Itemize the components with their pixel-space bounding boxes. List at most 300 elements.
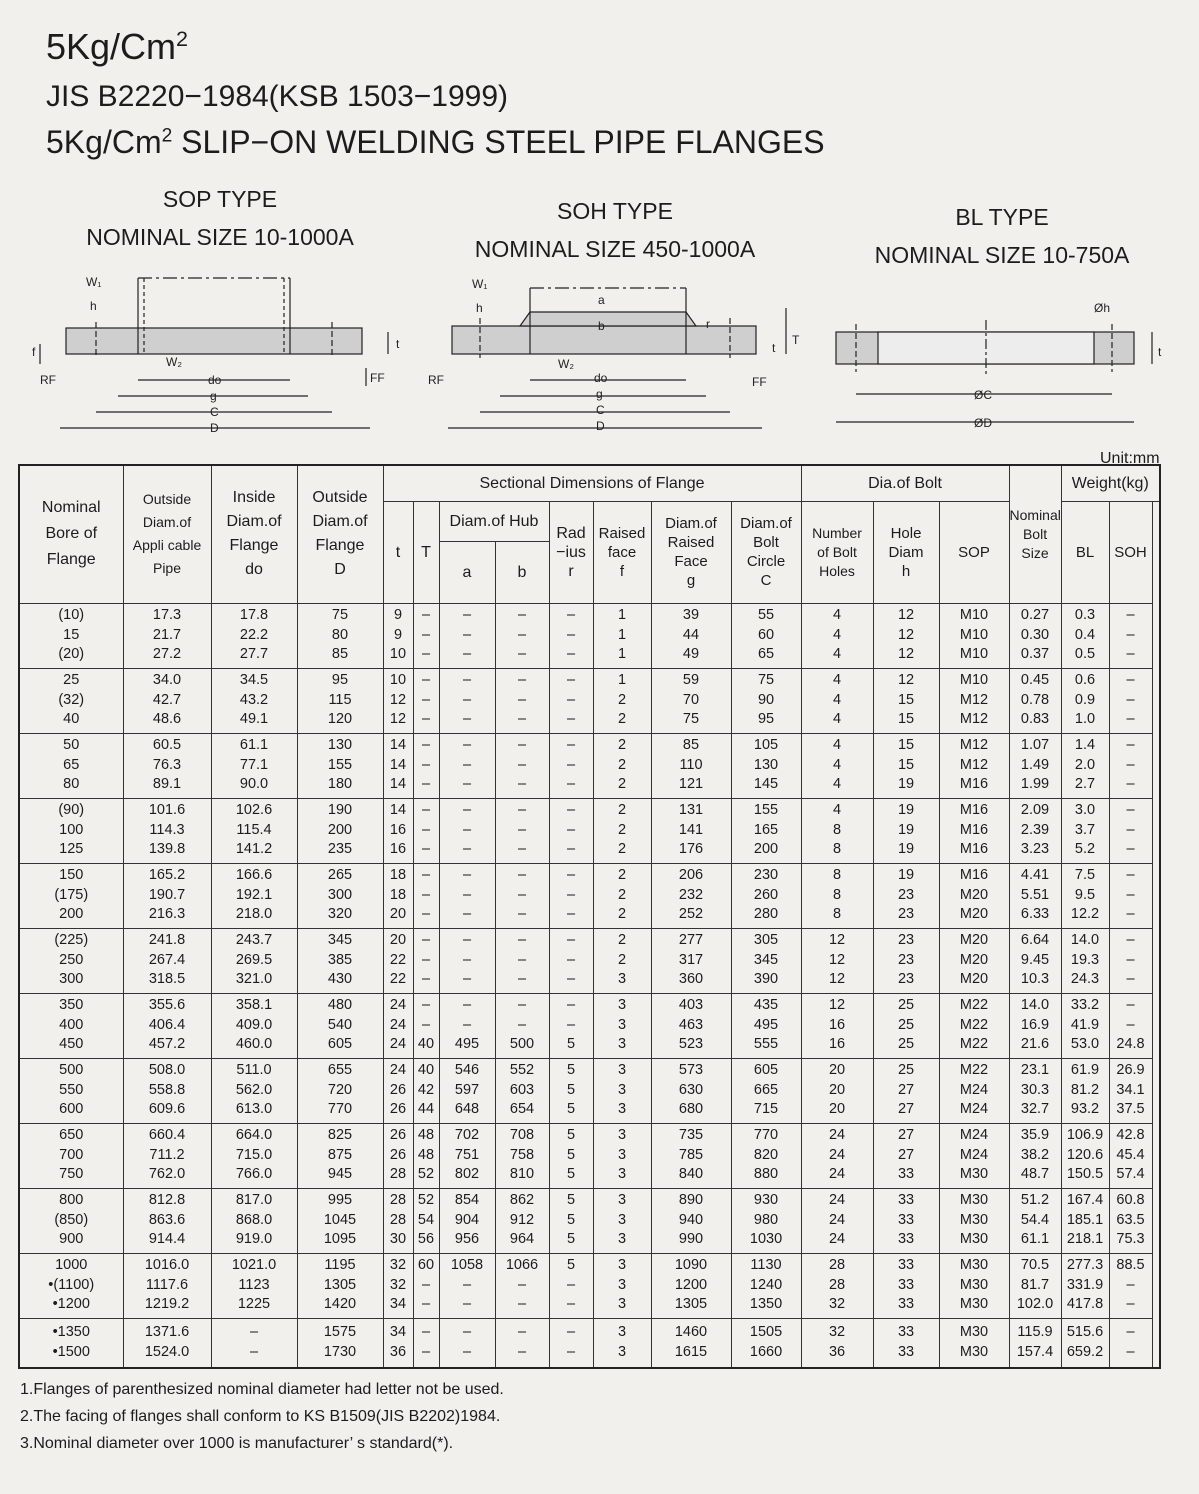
table-cell: 1058 – –	[439, 1253, 495, 1318]
table-cell: 19 19 19	[873, 798, 939, 863]
table-cell: – – –	[1109, 603, 1152, 668]
title-main-pre: 5Kg/Cm	[46, 124, 162, 160]
table-cell: 702 751 802	[439, 1123, 495, 1188]
table-cell: 60.5 76.3 89.1	[123, 733, 211, 798]
table-cell: – – –	[495, 798, 549, 863]
table-cell: – – –	[439, 798, 495, 863]
type-sop	[70, 180, 370, 256]
table-cell: 34 36	[383, 1318, 413, 1368]
table-cell: 825 875 945	[297, 1123, 383, 1188]
flange-drawings	[0, 268, 1199, 438]
table-cell: 23.1 30.3 32.7	[1009, 1058, 1061, 1123]
table-cell: 12 16 16	[801, 993, 873, 1058]
bl-od-label: ØD	[974, 416, 992, 430]
table-cell: 350 400 450	[19, 993, 123, 1058]
table-cell: 3 3 3	[593, 1188, 651, 1253]
sop-c-label: C	[210, 405, 219, 419]
table-row	[19, 733, 1160, 798]
sop-w2-label: W₂	[166, 355, 182, 369]
table-cell: M20 M20 M20	[939, 928, 1009, 993]
table-cell: 1371.6 1524.0	[123, 1318, 211, 1368]
table-cell: 5 5 5	[549, 1123, 593, 1188]
bl-t-label: t	[1158, 345, 1162, 359]
table-cell: 60 – –	[413, 1253, 439, 1318]
table-cell: – – –	[549, 928, 593, 993]
table-cell: 28 28 32	[801, 1253, 873, 1318]
table-cell: 14 16 16	[383, 798, 413, 863]
table-cell: 5 5 5	[549, 1058, 593, 1123]
col-radius: Rad −ius r	[549, 501, 593, 603]
table-cell: – – –	[439, 603, 495, 668]
table-cell: 3 3	[593, 1318, 651, 1368]
title-standard: JIS B2220−1984(KSB 1503−1999)	[46, 80, 509, 113]
table-cell: •1350 •1500	[19, 1318, 123, 1368]
sop-flange-drawing	[32, 275, 400, 435]
table-cell: M30 M30 M30	[939, 1253, 1009, 1318]
table-cell: 2 2 2	[593, 863, 651, 928]
table-cell: 24 24 24	[801, 1188, 873, 1253]
table-cell: 2 2 3	[593, 928, 651, 993]
table-cell: 3 3 3	[593, 1058, 651, 1123]
type-bl	[852, 198, 1152, 274]
table-cell: 12 15 15	[873, 668, 939, 733]
table-cell: 28 28 30	[383, 1188, 413, 1253]
table-cell: 1016.0 1117.6 1219.2	[123, 1253, 211, 1318]
table-cell: 26.9 34.1 37.5	[1109, 1058, 1152, 1123]
table-cell: M22 M22 M22	[939, 993, 1009, 1058]
table-cell: – – 5	[549, 993, 593, 1058]
table-cell: 14 14 14	[383, 733, 413, 798]
table-cell: – – –	[439, 863, 495, 928]
table-cell: 241.8 267.4 318.5	[123, 928, 211, 993]
table-cell: 995 1045 1095	[297, 1188, 383, 1253]
table-cell: 155 165 200	[731, 798, 801, 863]
table-cell: 51.2 54.4 61.1	[1009, 1188, 1061, 1253]
table-cell: 243.7 269.5 321.0	[211, 928, 297, 993]
table-cell: 1195 1305 1420	[297, 1253, 383, 1318]
table-cell: 508.0 558.8 609.6	[123, 1058, 211, 1123]
table-cell: 546 597 648	[439, 1058, 495, 1123]
group-weight: Weight(kg)	[1061, 465, 1160, 501]
table-cell: 33.2 41.9 53.0	[1061, 993, 1109, 1058]
col-big-t: T	[413, 501, 439, 603]
table-cell: 23 23 23	[873, 928, 939, 993]
table-cell: 75 90 95	[731, 668, 801, 733]
table-cell: 40 42 44	[413, 1058, 439, 1123]
table-cell: 4 4 4	[801, 668, 873, 733]
col-hole-diam: Hole Diam h	[873, 501, 939, 603]
table-cell: – – –	[439, 668, 495, 733]
sop-h-label: h	[90, 299, 97, 313]
soh-d-label: D	[596, 419, 605, 433]
table-cell: 102.6 115.4 141.2	[211, 798, 297, 863]
type-sop-range: NOMINAL SIZE 10-1000A	[86, 224, 354, 250]
table-cell: 48 48 52	[413, 1123, 439, 1188]
table-cell: 515.6 659.2	[1061, 1318, 1109, 1368]
table-cell: 19 23 23	[873, 863, 939, 928]
table-cell: 61.1 77.1 90.0	[211, 733, 297, 798]
table-cell: 305 345 390	[731, 928, 801, 993]
table-cell: – – –	[1109, 733, 1152, 798]
bl-flange-drawing	[836, 301, 1162, 430]
table-cell: 1575 1730	[297, 1318, 383, 1368]
table-cell: 2.09 2.39 3.23	[1009, 798, 1061, 863]
table-cell: 862 912 964	[495, 1188, 549, 1253]
table-cell: 1066 – –	[495, 1253, 549, 1318]
table-cell: 7.5 9.5 12.2	[1061, 863, 1109, 928]
table-cell: 33 33	[873, 1318, 939, 1368]
col-outside-flange: Outside Diam.of Flange D	[297, 465, 383, 603]
table-cell: 277 317 360	[651, 928, 731, 993]
col-t: t	[383, 501, 413, 603]
table-cell: 34.0 42.7 48.6	[123, 668, 211, 733]
table-cell: 59 70 75	[651, 668, 731, 733]
sop-f-label: f	[32, 345, 36, 359]
table-cell: 25 25 25	[873, 993, 939, 1058]
table-cell: – – –	[1109, 798, 1152, 863]
table-cell: – – 500	[495, 993, 549, 1058]
table-cell: 403 463 523	[651, 993, 731, 1058]
table-cell: 1000 •(1100) •1200	[19, 1253, 123, 1318]
table-cell: 0.45 0.78 0.83	[1009, 668, 1061, 733]
table-cell: 131 141 176	[651, 798, 731, 863]
table-cell: (225) 250 300	[19, 928, 123, 993]
table-cell: 115.9 157.4	[1009, 1318, 1061, 1368]
table-cell: 1021.0 1123 1225	[211, 1253, 297, 1318]
table-cell: 150 (175) 200	[19, 863, 123, 928]
soh-w1-label: W₁	[472, 277, 488, 291]
table-cell: 854 904 956	[439, 1188, 495, 1253]
table-cell: 573 630 680	[651, 1058, 731, 1123]
table-cell: 0.27 0.30 0.37	[1009, 603, 1061, 668]
soh-h-label: h	[476, 301, 483, 315]
soh-g-label: g	[596, 387, 603, 401]
table-cell: 60.8 63.5 75.3	[1109, 1188, 1152, 1253]
title-main-post: SLIP−ON WELDING STEEL PIPE FLANGES	[172, 124, 825, 160]
table-cell: – – 24.8	[1109, 993, 1152, 1058]
table-cell: 33 33 33	[873, 1253, 939, 1318]
table-cell: 4 4 4	[801, 603, 873, 668]
table-cell: – – –	[413, 603, 439, 668]
table-cell: 206 232 252	[651, 863, 731, 928]
table-cell: (10) 15 (20)	[19, 603, 123, 668]
col-hub-a: a	[439, 541, 495, 603]
soh-r-label: r	[706, 317, 710, 331]
table-cell: 1 1 1	[593, 603, 651, 668]
table-cell: M24 M24 M30	[939, 1123, 1009, 1188]
sop-g-label: g	[210, 389, 217, 403]
table-cell: – – –	[1109, 928, 1152, 993]
table-cell: 166.6 192.1 218.0	[211, 863, 297, 928]
table-cell: 552 603 654	[495, 1058, 549, 1123]
table-row	[19, 1318, 1160, 1368]
table-cell: (90) 100 125	[19, 798, 123, 863]
footnote-2: 2.The facing of flanges shall conform to KS B1509(JIS B2202)1984.	[20, 1408, 501, 1425]
table-cell: 52 54 56	[413, 1188, 439, 1253]
type-soh-range: NOMINAL SIZE 450-1000A	[474, 236, 756, 262]
table-row	[19, 1188, 1160, 1253]
title-main-sup: 2	[161, 125, 173, 147]
table-body	[19, 603, 1160, 1368]
table-cell: 17.8 22.2 27.7	[211, 603, 297, 668]
table-cell: 1460 1615	[651, 1318, 731, 1368]
table-cell: 55 60 65	[731, 603, 801, 668]
table-cell: – – –	[413, 798, 439, 863]
table-cell: 230 260 280	[731, 863, 801, 928]
table-cell: – – –	[495, 733, 549, 798]
table-cell: 14.0 16.9 21.6	[1009, 993, 1061, 1058]
table-cell: M30 M30	[939, 1318, 1009, 1368]
table-cell: 61.9 81.2 93.2	[1061, 1058, 1109, 1123]
table-cell: 3.0 3.7 5.2	[1061, 798, 1109, 863]
table-cell: 27 27 33	[873, 1123, 939, 1188]
table-cell: M16 M16 M16	[939, 798, 1009, 863]
sop-rf-label: RF	[40, 373, 56, 387]
table-cell: 35.9 38.2 48.7	[1009, 1123, 1061, 1188]
footnote-3: 3.Nominal diameter over 1000 is manufacturer’ s standard(*).	[20, 1435, 454, 1452]
table-cell: – – –	[413, 668, 439, 733]
table-row	[19, 1253, 1160, 1318]
group-dia-of-bolt: Dia.of Bolt	[801, 465, 1009, 501]
table-row	[19, 863, 1160, 928]
table-cell: 88.5 – –	[1109, 1253, 1152, 1318]
col-hub-diam: Diam.of Hub	[439, 501, 549, 541]
table-cell: 24 24 24	[801, 1123, 873, 1188]
bl-oh-label: Øh	[1094, 301, 1111, 315]
col-weight-sop: SOP	[939, 501, 1009, 603]
table-cell: 890 940 990	[651, 1188, 731, 1253]
sop-ff-label: FF	[370, 371, 385, 385]
table-cell: 3 3 3	[593, 1123, 651, 1188]
soh-c-label: C	[596, 403, 605, 417]
table-cell: 39 44 49	[651, 603, 731, 668]
table-cell: 2 2 2	[593, 798, 651, 863]
sop-d-label: D	[210, 421, 219, 435]
table-row	[19, 668, 1160, 733]
table-cell: 2 2 2	[593, 733, 651, 798]
table-cell: – – –	[549, 733, 593, 798]
sop-w1-label: W₁	[86, 275, 102, 289]
table-cell: 1090 1200 1305	[651, 1253, 731, 1318]
table-cell: – – 40	[413, 993, 439, 1058]
table-cell: 345 385 430	[297, 928, 383, 993]
soh-b-label: b	[598, 319, 605, 333]
table-cell: – – –	[549, 668, 593, 733]
table-cell: 265 300 320	[297, 863, 383, 928]
title-pressure-text: 5Kg/Cm	[46, 26, 177, 67]
table-cell: – – –	[495, 928, 549, 993]
table-cell: 5 5 5	[549, 1188, 593, 1253]
table-cell: 500 550 600	[19, 1058, 123, 1123]
table-cell: 8 8 8	[801, 863, 873, 928]
table-row	[19, 603, 1160, 668]
type-bl-name: BL TYPE	[955, 204, 1049, 230]
table-cell: 25 (32) 40	[19, 668, 123, 733]
table-cell: 817.0 868.0 919.0	[211, 1188, 297, 1253]
table-cell: 4 8 8	[801, 798, 873, 863]
title-main	[46, 124, 825, 161]
table-cell: – –	[211, 1318, 297, 1368]
table-cell: – – –	[413, 928, 439, 993]
table-cell: 14.0 19.3 24.3	[1061, 928, 1109, 993]
table-cell: 435 495 555	[731, 993, 801, 1058]
col-raised-face: Raised face f	[593, 501, 651, 603]
table-cell: 277.3 331.9 417.8	[1061, 1253, 1109, 1318]
table-cell: – – –	[413, 863, 439, 928]
table-cell: 167.4 185.1 218.1	[1061, 1188, 1109, 1253]
table-cell: 655 720 770	[297, 1058, 383, 1123]
sop-do-label: do	[208, 373, 222, 387]
table-cell: 800 (850) 900	[19, 1188, 123, 1253]
table-cell: 50 65 80	[19, 733, 123, 798]
table-cell: – – –	[549, 798, 593, 863]
table-cell: 32 36	[801, 1318, 873, 1368]
footnote-1: 1.Flanges of parenthesized nominal diameter had letter not be used.	[20, 1381, 504, 1398]
table-cell: 770 820 880	[731, 1123, 801, 1188]
col-bolt-circle: Diam.of Bolt Circle C	[731, 501, 801, 603]
table-cell: 15 15 19	[873, 733, 939, 798]
table-cell: 70.5 81.7 102.0	[1009, 1253, 1061, 1318]
soh-rf-label: RF	[428, 373, 444, 387]
col-inside-diam: Inside Diam.of Flange do	[211, 465, 297, 603]
soh-do-label: do	[594, 371, 608, 385]
type-soh	[465, 192, 765, 268]
table-cell: 355.6 406.4 457.2	[123, 993, 211, 1058]
table-cell: 75 80 85	[297, 603, 383, 668]
table-row	[19, 1058, 1160, 1123]
table-cell: M12 M12 M16	[939, 733, 1009, 798]
type-sop-name: SOP TYPE	[162, 186, 278, 212]
table-cell: – –	[495, 1318, 549, 1368]
table-row	[19, 993, 1160, 1058]
table-cell: 1505 1660	[731, 1318, 801, 1368]
table-cell: 26 26 28	[383, 1123, 413, 1188]
table-cell: 650 700 750	[19, 1123, 123, 1188]
col-bolt-holes: Number of Bolt Holes	[801, 501, 873, 603]
col-raised-face-diam: Diam.of Raised Face g	[651, 501, 731, 603]
col-weight-bl: BL	[1061, 501, 1109, 603]
table-cell: 708 758 810	[495, 1123, 549, 1188]
table-cell: – – –	[439, 733, 495, 798]
table-cell: M16 M20 M20	[939, 863, 1009, 928]
table-cell: 358.1 409.0 460.0	[211, 993, 297, 1058]
bl-oc-label: ØC	[974, 388, 992, 402]
col-outside-pipe: Outside Diam.of Appli cable Pipe	[123, 465, 211, 603]
flange-dimensions-table	[18, 464, 1161, 1369]
table-cell: – –	[1109, 1318, 1152, 1368]
col-weight-soh: SOH	[1109, 501, 1152, 603]
table-cell: 5 – –	[549, 1253, 593, 1318]
table-cell: 85 110 121	[651, 733, 731, 798]
table-cell: 106.9 120.6 150.5	[1061, 1123, 1109, 1188]
type-soh-name: SOH TYPE	[557, 198, 673, 224]
table-cell: 0.6 0.9 1.0	[1061, 668, 1109, 733]
table-cell: 12 12 12	[801, 928, 873, 993]
table-cell: 95 115 120	[297, 668, 383, 733]
table-cell: – – –	[495, 863, 549, 928]
table-cell: 165.2 190.7 216.3	[123, 863, 211, 928]
table-cell: 480 540 605	[297, 993, 383, 1058]
table-cell: – – –	[549, 603, 593, 668]
title-pressure-sup: 2	[176, 26, 189, 51]
table-cell: M30 M30 M30	[939, 1188, 1009, 1253]
table-cell: 18 18 20	[383, 863, 413, 928]
table-row	[19, 798, 1160, 863]
table-cell: 735 785 840	[651, 1123, 731, 1188]
title-pressure	[46, 26, 188, 68]
unit-label: Unit:mm	[1100, 450, 1160, 467]
table-cell: 4.41 5.51 6.33	[1009, 863, 1061, 928]
table-row	[19, 928, 1160, 993]
table-cell: 3 3 3	[593, 993, 651, 1058]
table-cell: M22 M24 M24	[939, 1058, 1009, 1123]
footnotes	[20, 1376, 504, 1457]
table-cell: 24 24 24	[383, 993, 413, 1058]
table-cell: 1130 1240 1350	[731, 1253, 801, 1318]
table-cell: 1.4 2.0 2.7	[1061, 733, 1109, 798]
col-hub-b: b	[495, 541, 549, 603]
table-cell: 33 33 33	[873, 1188, 939, 1253]
table-cell: – – –	[1109, 668, 1152, 733]
table-cell: – – –	[1109, 863, 1152, 928]
table-cell: 3 3 3	[593, 1253, 651, 1318]
table-cell: 12 12 12	[873, 603, 939, 668]
col-nominal-bore: Nominal Bore of Flange	[19, 465, 123, 603]
soh-t-label: t	[772, 341, 776, 355]
table-cell: – – –	[413, 733, 439, 798]
table-cell: 511.0 562.0 613.0	[211, 1058, 297, 1123]
table-cell: – –	[439, 1318, 495, 1368]
soh-ff-label: FF	[752, 375, 767, 389]
table-cell: 25 27 27	[873, 1058, 939, 1123]
table-cell: 9 9 10	[383, 603, 413, 668]
soh-bigt-label: T	[792, 333, 800, 347]
table-cell: 10 12 12	[383, 668, 413, 733]
table-cell: M10 M10 M10	[939, 603, 1009, 668]
table-cell: 664.0 715.0 766.0	[211, 1123, 297, 1188]
sop-t-label: t	[396, 337, 400, 351]
table-cell: – – –	[495, 603, 549, 668]
table-cell: 660.4 711.2 762.0	[123, 1123, 211, 1188]
table-cell: 20 22 22	[383, 928, 413, 993]
table-cell: 812.8 863.6 914.4	[123, 1188, 211, 1253]
table-cell: 17.3 21.7 27.2	[123, 603, 211, 668]
table-cell: 190 200 235	[297, 798, 383, 863]
table-cell: 101.6 114.3 139.8	[123, 798, 211, 863]
table-cell: 4 4 4	[801, 733, 873, 798]
col-bolt-size: Nominal Bolt Size	[1009, 465, 1061, 603]
table-cell: 1 2 2	[593, 668, 651, 733]
table-cell: – – 495	[439, 993, 495, 1058]
table-cell: 130 155 180	[297, 733, 383, 798]
table-cell: M10 M12 M12	[939, 668, 1009, 733]
table-cell: 20 20 20	[801, 1058, 873, 1123]
table-cell: – – –	[549, 863, 593, 928]
table-row	[19, 1123, 1160, 1188]
soh-flange-drawing	[428, 277, 800, 433]
table-cell: – – –	[439, 928, 495, 993]
table-cell: 1.07 1.49 1.99	[1009, 733, 1061, 798]
table-cell: 34.5 43.2 49.1	[211, 668, 297, 733]
table-cell: 24 26 26	[383, 1058, 413, 1123]
soh-w2-label: W₂	[558, 357, 574, 371]
table-cell: 605 665 715	[731, 1058, 801, 1123]
table-cell: 105 130 145	[731, 733, 801, 798]
table-cell: 6.64 9.45 10.3	[1009, 928, 1061, 993]
table-cell: 32 32 34	[383, 1253, 413, 1318]
table-cell: – –	[413, 1318, 439, 1368]
type-bl-range: NOMINAL SIZE 10-750A	[874, 242, 1130, 268]
